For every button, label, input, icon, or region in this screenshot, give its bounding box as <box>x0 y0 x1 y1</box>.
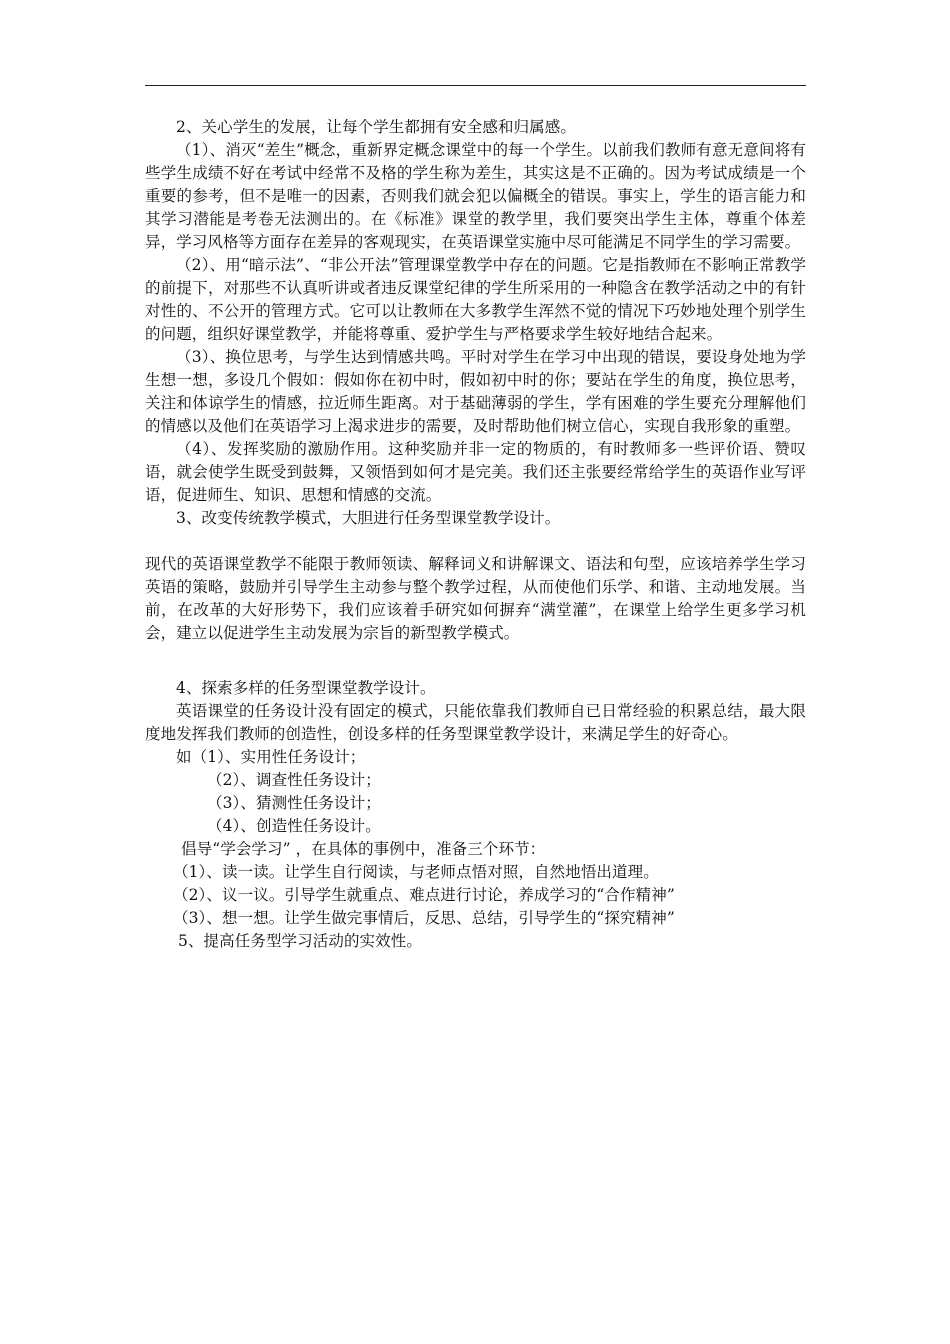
spacer <box>145 530 806 553</box>
step-think: （3）、想一想。让学生做完事情后，反思、总结，引导学生的“探究精神” <box>173 909 675 927</box>
task-list-item-4: （4）、创造性任务设计。 <box>207 817 381 835</box>
document-body <box>145 116 806 953</box>
spacer <box>145 645 806 677</box>
paragraph-4-body: 英语课堂的任务设计没有固定的模式，只能依靠我们教师自已日常经验的积累总结，最大限度地发挥我们教师的创造性，创设多样的任务型课堂教学设计，来满足学生的好奇心。 <box>145 702 806 743</box>
section-heading-2: 2、关心学生的发展，让每个学生都拥有安全感和归属感。 <box>176 118 576 136</box>
learn-to-learn-intro: 倡导“学会学习” ，在具体的事例中，准备三个环节： <box>181 840 546 858</box>
step-read: （1）、读一读。让学生自行阅读，与老师点悟对照，自然地悟出道理。 <box>173 863 659 881</box>
header-rule <box>145 85 806 86</box>
task-list-item-1: 如（1）、实用性任务设计； <box>176 748 366 766</box>
paragraph-2-4: （4）、发挥奖励的激励作用。这种奖励并非一定的物质的，有时教师多一些评价语、赞叹语，就会使学生既受到鼓舞，又领悟到如何才是完美。我们还主张要经常给学生的英语作业写评语，促进师生、知识、思想和情感的交流。 <box>145 440 806 504</box>
paragraph-2-1: （1）、消灭“差生”概念，重新界定概念课堂中的每一个学生。以前我们教师有意无意间将有些学生成绩不好在考试中经常不及格的学生称为差生，其实这是不正确的。因为考试成绩是一个重要的参考，但不是唯一的因素，否则我们就会犯以偏概全的错误。事实上，学生的语言能力和其学习潜能是考卷无法测出的。在《标准》课堂的教学里，我们要突出学生主体，尊重个体差异，学习风格等方面存在差异的客观现实，在英语课堂实施中尽可能满足不同学生的学习需要。 <box>145 141 806 251</box>
paragraph-2-3: （3）、换位思考，与学生达到情感共鸣。平时对学生在学习中出现的错误，要设身处地为学生想一想，多设几个假如：假如你在初中时，假如初中时的你；要站在学生的角度，换位思考，关注和体谅学生的情感，拉近师生距离。对于基础薄弱的学生，学有困难的学生要充分理解他们的情感以及他们在英语学习上渴求进步的需要，及时帮助他们树立信心，实现自我形象的重塑。 <box>145 348 806 435</box>
task-list-item-3: （3）、猜测性任务设计； <box>207 794 381 812</box>
section-heading-3: 3、改变传统教学模式，大胆进行任务型课堂教学设计。 <box>176 509 561 527</box>
step-discuss: （2）、议一议。引导学生就重点、难点进行讨论，养成学习的“合作精神” <box>173 886 675 904</box>
paragraph-3-body: 现代的英语课堂教学不能限于教师领读、解释词义和讲解课文、语法和句型，应该培养学生学习英语的策略，鼓励并引导学生主动参与整个教学过程，从而使他们乐学、和谐、主动地发展。当前，在改革的大好形势下，我们应该着手研究如何摒弃“满堂灌”，在课堂上给学生更多学习机会，建立以促进学生主动发展为宗旨的新型教学模式。 <box>145 555 806 642</box>
section-heading-4: 4、探索多样的任务型课堂教学设计。 <box>176 679 436 697</box>
paragraph-2-2: （2）、用“暗示法”、“非公开法”管理课堂教学中存在的问题。它是指教师在不影响正常教学的前提下，对那些不认真听讲或者违反课堂纪律的学生所采用的一种隐含在教学活动之中的有针对性的、不公开的管理方式。它可以让教师在大多教学生浑然不觉的情况下巧妙地处理个别学生的问题，组织好课堂教学，并能将尊重、爱护学生与严格要求学生较好地结合起来。 <box>145 256 806 343</box>
section-heading-5: 5、提高任务型学习活动的实效性。 <box>178 932 422 950</box>
task-list-item-2: （2）、调查性任务设计； <box>207 771 381 789</box>
